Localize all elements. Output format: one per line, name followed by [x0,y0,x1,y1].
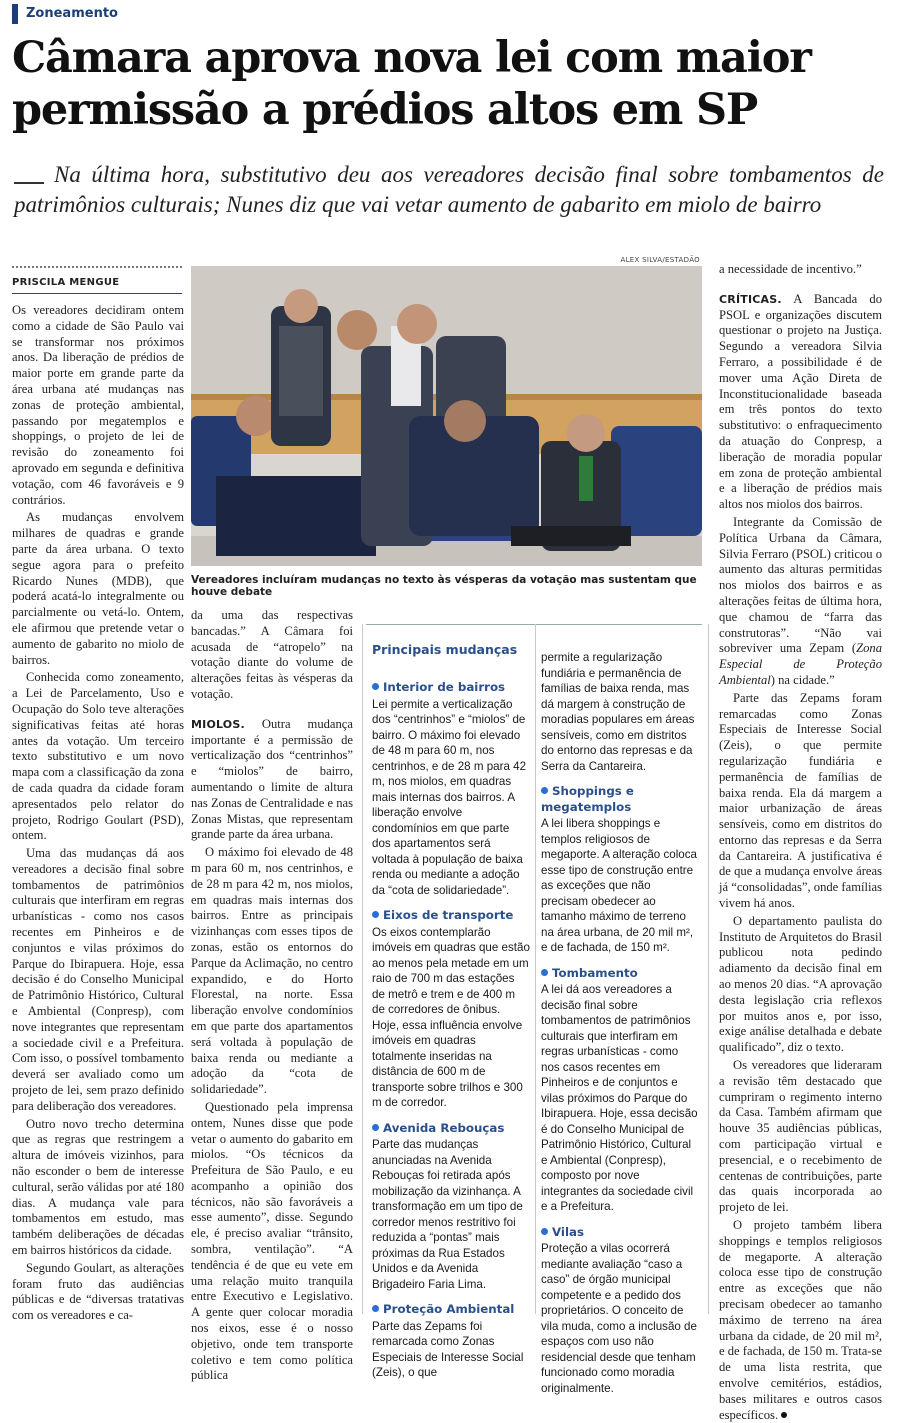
subhead: Na última hora, substitutivo deu aos vereadores decisão final sobre tombamentos de patrimônios culturais; Nunes diz que vai vetar aumento de gabarito em miolo de bairro [14,162,884,217]
box-item-title [541,966,699,982]
paragraph: Conhecida como zoneamento, a Lei de Parcelamento, Uso e Ocupação do Solo teve alterações significativas feitas até horas antes da votação. Um terceiro texto substitutivo e um novo mapa com a classificação da zona de cada quadra da cidade foram apresentados pelo relator do projeto, Rodrigo Goulart (PSD), ontem. [12,670,184,843]
box-item-title-text: Shoppings e megatemplos [541,784,634,814]
box-item-continuation: permite a regularização fundiária e permanência de famílias de baixa renda, mas dá margem à construção de moradias populares em áreas sensíveis, como em distritos do entorno das represas e da Serra da Cantareira. [541,651,695,773]
box-item [541,784,699,956]
box-item-title [372,680,530,696]
paragraph-text: Outra mudança importante é a permissão de verticalização dos “centrinhos” e “miolos” de bairro, aumentando o limite de altura nas Zonas de Centralidade e nas Zonas Mistas, que representam grande parte da área urbana. [191,716,353,842]
paragraph: O máximo foi elevado de 48 m para 60 m, nos centrinhos, e de 28 m para 42 m, nos miolos, em quadras mais internas dos bairros. Entre as principais vizinhanças com esses tipos de zonas, estão os entornos do Parque da Aclimação, no centro expandido, e do Horto Florestal, na norte. Essa liberação envolve condomínios em que parte dos apartamentos será voltada à população de baixa renda ou mediante a adoção da “cota de solidariedade”. [191,845,353,1097]
box-item-text: Proteção a vilas ocorrerá mediante avaliação “caso a caso” de órgão municipal competente e a pedido dos proprietários. O conceito de vila muda, como a inclusão de espaços com uso não residencial desde que tenham funcionado como moradia originalmente. [541,1242,697,1395]
byline-divider [12,266,182,268]
paragraph: Questionado pela imprensa ontem, Nunes disse que pode vetar o aumento do gabarito em miolos. “Os técnicos da Prefeitura de São Paulo, e eu acompanho a opinião dos técnicos, não são favoráveis a esse aumento”, disse. Segundo ele, é preciso avaliar “trânsito, sombra, ventilação”. “A tendência é de que eu vete em uma relação muito tranquila entre Executivo e Legislativo. A gente quer colocar moradia nos eixos, esse é o nosso objetivo, onde tem transporte coletivo e tem como política pública [191,1099,353,1383]
box-column-2 [541,650,699,1395]
box-item [541,1225,699,1397]
paragraph: Os vereadores que lideraram a revisão têm destacado que cumpriram o regimento interno da Casa. Também afirmam que houve 35 audiências públicas, com participação virtual e presencial, e o recebimento de centenas de contribuições, parte das quais incorporada ao projeto de lei. [719,1058,882,1215]
box-item-text: Os eixos contemplarão imóveis em quadras que estão ao menos pela metade em um raio de 700 m das estações de metrô e trem e de 400 m de corredores de ônibus. Hoje, essa influência envolve imóveis em quadras totalmente inseridas na distância de 600 m de transporte sobre trilhos e 300 m de corredor. [372,925,530,1109]
paragraph-text: ) na cidade.” [770,672,835,687]
article-column-5 [719,262,882,1422]
box-item [372,1121,530,1293]
box-item [372,1302,530,1381]
box-item [541,966,699,1215]
box-item-title [372,1121,530,1137]
paragraph [719,1218,882,1423]
article-column-1 [12,303,184,1323]
paragraph: Os vereadores decidiram ontem como a cidade de São Paulo vai se transformar nos próximos anos. Da liberação de prédios de maior porte em grande parte da área urbana até mudanças nas zonas de proteção ambiental, passando por megatemplos e shoppings, o projeto de lei de revisão do zoneamento foi aprovado em segunda e definitiva votação, com 46 favoráveis e 9 contrários. [12,303,184,507]
box-item-title-text: Vilas [552,1224,584,1239]
paragraph [719,292,882,513]
byline: PRISCILA MENGUE [12,277,120,288]
bullet-icon [541,1228,548,1235]
byline-rule [12,293,182,294]
paragraph [719,515,882,689]
box-item-title-text: Eixos de transporte [383,908,514,922]
bullet-icon [372,911,379,918]
bullet-icon [541,969,548,976]
paragraph: As mudanças envolvem milhares de quadras e grande parte da área urbana. O texto segue agora para o prefeito Ricardo Nunes (MDB), que poderá acatá-lo integralmente ou parcialmente ou vetá-lo. Ontem, ele afirmou que pretende vetar o aumento de gabarito no miolo de bairros. [12,510,184,667]
paragraph-text: O projeto também libera shoppings e templos religiosos de megaporte. A alteração coloca esse tipo de construção entre as exceções que não precisam obedecer ao tamanho máximo de terreno na área urbana da cidade, de 20 mil m², e de fachada, de 150 m. Trata-se de uma lista restrita, que envolve cemitérios, estádios, bases militares e outros casos específicos. [719,1218,882,1422]
bullet-icon [541,787,548,794]
box-item-title [541,1225,699,1241]
box-item-text: Parte das mudanças anunciadas na Avenida Rebouças foi retirada após mobilização da vizinhança. A transformação em um tipo de corredor menos restritivo foi reduzida a “pontas” mais próximas da Rua Estados Unidos e da Avenida Brigadeiro Faria Lima. [372,1138,523,1291]
news-photo [191,266,702,566]
kicker-criticas: CRÍTICAS. [719,292,782,306]
box-item [372,680,530,898]
column-divider [708,624,709,1314]
paragraph: Uma das mudanças dá aos vereadores a decisão final sobre tombamentos de patrimônios culturais que interfiram em regras urbanísticas - como nos casos recentes em Pinheiros e de conjuntos e vilas próximos do Parque do Ibirapuera. Hoje, essa decisão é do Conselho Municipal de Patrimônio Histórico, Cultural e Ambiental (Conpresp), com nove integrantes que representam a sociedade civil e a Prefeitura. Com isso, o possível tombamento deverá ser avaliado como um projeto de lei, sem prazo definido para deliberação dos vereadores. [12,846,184,1113]
box-item-title [372,908,530,924]
box-item-text: A lei libera shoppings e templos religiosos de megaporte. A alteração coloca esse tipo de construção entre as exceções que não precisam obedecer ao tamanho máximo de terreno na área urbana, de 20 mil m², e de fachada, de 150 m². [541,817,697,954]
column-divider [535,624,536,1314]
paragraph: Segundo Goulart, as alterações foram fruto das audiências públicas e de “diversas tratativas com os vereadores e ca- [12,1260,184,1323]
box-item-title-text: Interior de bairros [383,680,506,694]
box-heading: Principais mudanças [372,642,518,657]
box-item-text: Lei permite a verticalização dos “centrinhos” e “miolos” de bairro. O máximo foi elevado de 48 m para 60 m, nos centrinhos, e de 28 m para 42 m, nos miolos, em quadras mais internas dos bairros. A liberação envolve condomínios em que parte dos apartamentos será voltada à população de baixa renda ou mediante a adoção da “cota de solidariedade”. [372,697,527,897]
box-item-text: A lei dá aos vereadores a decisão final sobre tombamentos de patrimônios culturais que interfiram em regras urbanísticas - como nos casos recentes em Pinheiros e de conjuntos e vilas próximos do Parque do Ibirapuera. Hoje, essa decisão é do Conselho Municipal de Patrimônio Histórico, Cultural e Ambiental (Conpresp), composto por nove integrantes da sociedade civil e a Prefeitura. [541,983,698,1213]
box-item [372,908,530,1111]
paragraph: da uma das respectivas bancadas.” A Câmara foi acusada de “atropelo” na votação diante do volume de alterações feitas às vésperas da votação. [191,608,353,701]
kicker-miolos: MIOLOS. [191,717,245,731]
bullet-icon [372,683,379,690]
photo-illustration [191,266,702,566]
article-column-2 [191,608,353,1383]
paragraph [191,717,353,843]
column-divider [362,624,363,1314]
section-tag [12,4,132,28]
paragraph-italic: Zona Especial de Proteção Ambiental [719,641,882,687]
photo-caption: Vereadores incluíram mudanças no texto às vésperas da votação mas sustentam que houve debate [191,574,697,598]
box-item-title-text: Tombamento [552,965,638,980]
box-item-title-text: Avenida Rebouças [383,1120,505,1135]
headline: Câmara aprova nova lei com maior permissão a prédios altos em SP [12,33,811,135]
box-item-text: Parte das Zepams foi remarcada como Zonas Especiais de Interesse Social (Zeis), o que [372,1319,524,1379]
box-item-title [541,784,699,815]
paragraph: Outro novo trecho determina que as regras que restringem a altura de imóveis vizinhos, para não esconder o bem de interesse cultural, serão válidas por até 180 dias. A mudança vale para tombamentos em estudo, mas também deliberações de décadas em bairros históricos da cidade. [12,1116,184,1258]
box-item-title-text: Proteção Ambiental [383,1302,515,1316]
bullet-icon [372,1305,379,1312]
paragraph: a necessidade de incentivo.” [719,262,862,276]
paragraph: O departamento paulista do Instituto de Arquitetos do Brasil publicou nota pedindo adiamento da decisão final em ao menos 20 dias. “A aprovação desta legislação cria reflexos por muitos anos e, por isso, exige análise detalhada e debate qualificado”, diz o texto. [719,913,882,1055]
section-tag-bar [12,4,18,24]
bullet-icon [372,1124,379,1131]
paragraph-text: A Bancada do PSOL e organizações discutem questionar o projeto na Justiça. Segundo a vereadora Silvia Ferraro, a possibilidade é de mover uma Ação Direta de Inconstitucionalidade baseada em três pontos do texto substitutivo: o enfraquecimento da atuação do Conpresp, a liberação de moradia popular em zona de proteção ambiental e a liberação de prédios mais altos nos miolos dos bairros. [719,291,882,512]
photo-credit: ALEX SILVA/ESTADÃO [620,256,700,264]
paragraph: Parte das Zepams foram remarcadas como Zonas Especiais de Interesse Social (Zeis), o que permite regularização fundiária e permanência de famílias de baixa renda. Ela dá margem a maior urbanização de áreas sensíveis, como em distritos do entorno das represas e da Serra da Cantareira. A justificativa é de que a mudança envolve áreas já “consolidadas”, onde famílias vivem há anos. [719,690,882,911]
end-mark-icon [781,1412,787,1418]
paragraph-text: Integrante da Comissão de Política Urbana da Câmara, Silvia Ferraro (PSOL) criticou o aumento das alturas permitidas nos miolos dos bairros e as alterações feitas de última hora, que chamou de “farra das construtoras”. “Não vai sobreviver uma Zepam ( [719,514,882,656]
box-column-1 [372,680,530,1379]
section-label: Zoneamento [26,6,118,21]
box-item-title [372,1302,530,1318]
